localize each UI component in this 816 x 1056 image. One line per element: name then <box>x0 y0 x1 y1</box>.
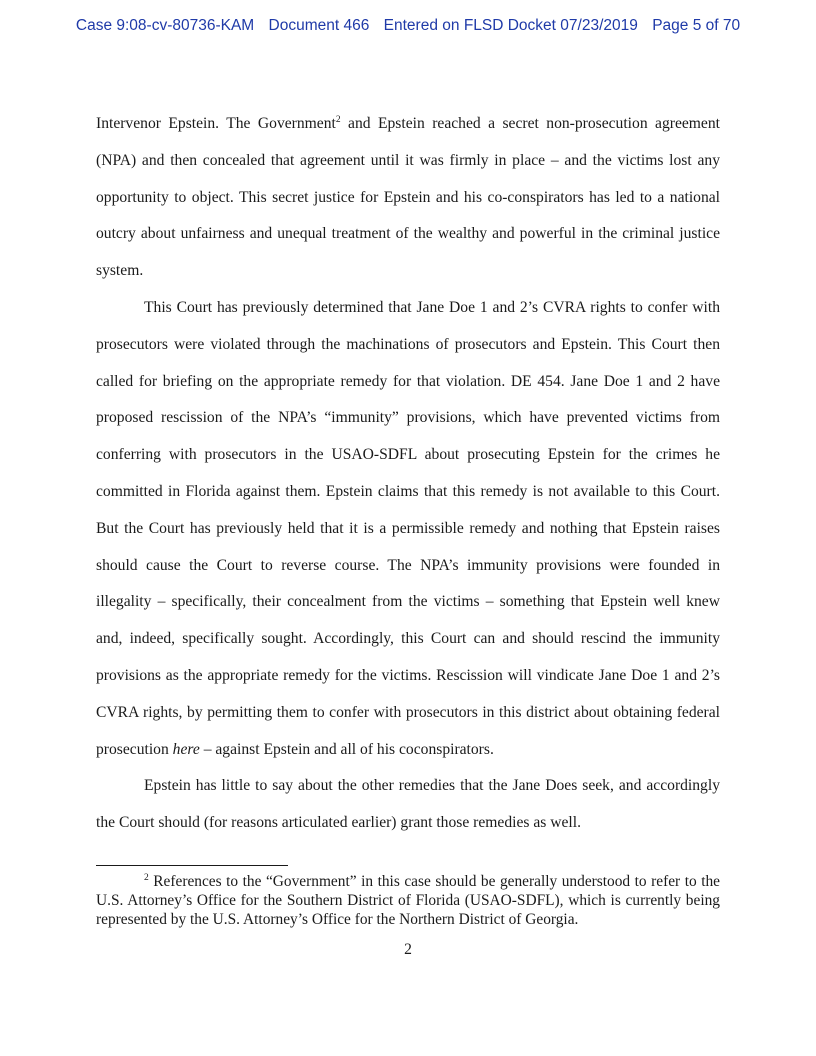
paragraph-1-text-a: Intervenor Epstein. The Government <box>96 115 336 132</box>
docket-entry: Entered on FLSD Docket 07/23/2019 <box>383 17 638 34</box>
footnote-reference: 2 <box>335 114 341 125</box>
paragraph-2-text-b: – against Epstein and all of his coconspirators. <box>199 740 494 758</box>
footnote <box>96 872 720 929</box>
paragraph-3-text: Epstein has little to say about the other remedies that the Jane Does seek, and accordingly the Court should (for reasons articulated earlier) grant those remedies as well. <box>96 777 720 832</box>
paragraph-3 <box>96 768 720 842</box>
body-text <box>96 106 720 842</box>
docket-header <box>0 17 816 35</box>
footnote-text: References to the “Government” in this case should be generally understood to refer to the U.S. Attorney’s Office for the Southern District of Florida (USAO-SDFL), which is currently being represented by the U.S. Attorney’s Office for the Northern District of Georgia. <box>96 873 720 928</box>
document-number: Document 466 <box>268 17 370 34</box>
case-number: Case 9:08-cv-80736-KAM <box>75 17 255 34</box>
paragraph-2-emphasis: here <box>172 740 200 758</box>
footnote-marker: 2 <box>144 872 149 883</box>
paragraph-2-text-a: This Court has previously determined that Jane Doe 1 and 2’s CVRA rights to confer with prosecutors were violated through the machinations of prosecutors and Epstein. This Court then called for briefing on the appropriate remedy for that violation. DE 454. Jane Doe 1 and 2 have proposed rescission of the NPA’s “immunity” provisions, which have prevented victims from conferring with prosecutors in the USAO-SDFL about prosecuting Epstein for the crimes he committed in Florida against them. Epstein claims that this remedy is not available to this Court. But the Court has previously held that it is a permissible remedy and nothing that Epstein raises should cause the Court to reverse course. The NPA’s immunity provisions were founded in illegality – specifically, their concealment from the victims – something that Epstein well knew and, indeed, specifically sought. Accordingly, this Court can and should rescind the immunity provisions as the appropriate remedy for the victims. Rescission will vindicate Jane Doe 1 and 2’s CVRA rights, by permitting them to confer with prosecutors in this district about obtaining federal prosecution <box>96 298 720 758</box>
paragraph-1-text-b: and Epstein reached a secret non-prosecution agreement (NPA) and then concealed that agreement until it was firmly in place – and the victims lost any opportunity to object. This secret justice for Epstein and his co-conspirators has led to a national outcry about unfairness and unequal treatment of the wealthy and powerful in the criminal justice system. <box>96 115 720 280</box>
paragraph-2 <box>96 290 720 768</box>
page-count: Page 5 of 70 <box>652 17 741 34</box>
footnote-divider <box>96 865 288 866</box>
paragraph-1 <box>96 106 720 290</box>
page-number: 2 <box>404 941 412 958</box>
